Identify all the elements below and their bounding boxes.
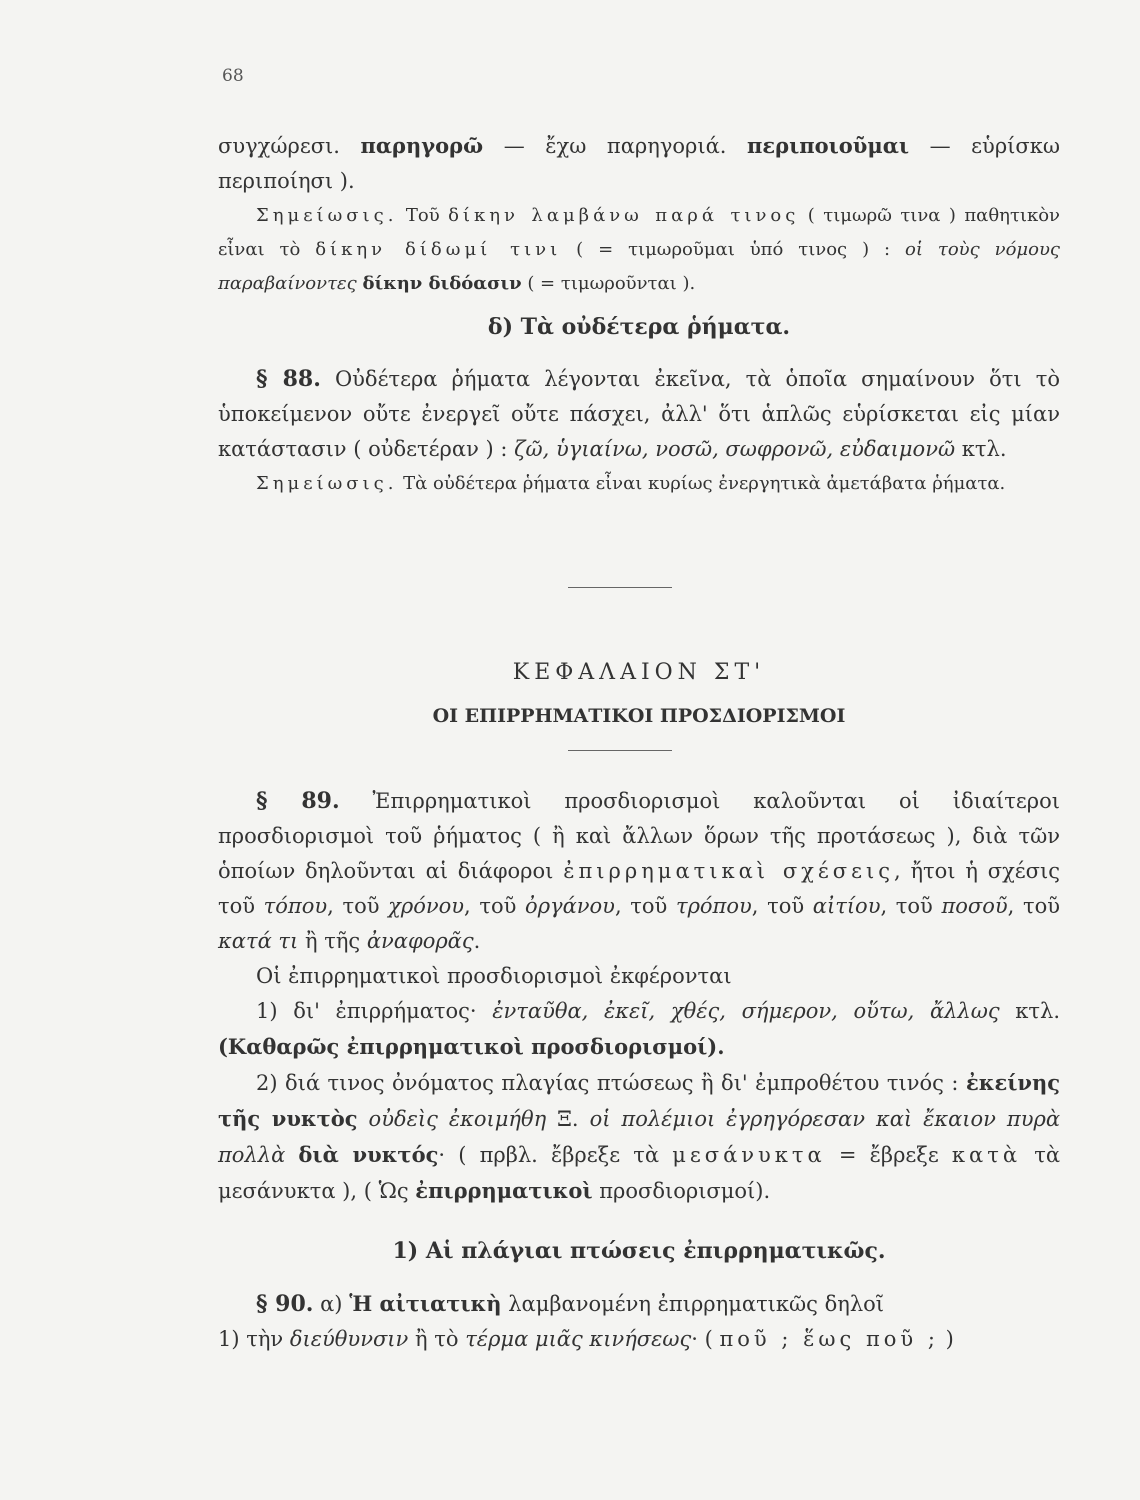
page-number: 68	[222, 66, 244, 86]
paragraph-88: § 88. Οὐδέτερα ῥήματα λέγονται ἐκεῖνα, τὰ ὁποῖα σημαίνουν ὅτι τὸ ὑποκείμενον οὔτε ἐνεργεῖ οὔτε πάσχει, ἀλλ' ὅτι ἁπλῶς εὑρίσκεται εἰς μίαν κατάστασιν ( οὐδετέραν ) : ζῶ, ὑγιαίνω, νοσῶ, σωφρονῶ, εὐδαιμονῶ κτλ. Σημείωσις. Τὰ οὐδέτερα ῥήματα εἶναι κυρίως ἐνεργητικὰ ἀμετάβατα ῥήματα.	[218, 362, 1060, 501]
paragraph-89: § 89. Ἐπιρρηματικοὶ προσδιορισμοὶ καλοῦνται οἱ ἰδιαίτεροι προσδιορισμοὶ τοῦ ῥήματος ( ἢ καὶ ἄλλων ὅρων τῆς προτάσεως ), διὰ τῶν ὁποίων δηλοῦνται αἱ διάφοροι ἐπιρρηματικαὶ σχέσεις, ἤτοι ἡ σχέσις τοῦ τόπου, τοῦ χρόνου, τοῦ ὀργάνου, τοῦ τρόπου, τοῦ αἰτίου, τοῦ ποσοῦ, τοῦ κατά τι ἢ τῆς ἀναφορᾶς. Οἱ ἐπιρρηματικοὶ προσδιορισμοὶ ἐκφέρονται 1) δι' ἐπιρρήματος· ἐνταῦθα, ἐκεῖ, χθές, σήμερον, οὕτω, ἄλλως κτλ. (Καθαρῶς ἐπιρρηματικοὶ προσδιορισμοί). 2) διά τινος ὀνόματος πλαγίας πτώσεως ἢ δι' ἐμπροθέτου τινός : ἐκείνης τῆς νυκτὸς οὐδεὶς ἐκοιμήθη Ξ. οἱ πολέμιοι ἐγρηγόρεσαν καὶ ἔκαιον πυρὰ πολλὰ διὰ νυκτός· ( πρβλ. ἔβρεξε τὰ μεσάνυκτα = ἔβρεξε κατὰ τὰ μεσάνυκτα ), ( Ὡς ἐπιρρηματικοὶ προσδιορισμοί).	[218, 784, 1060, 1209]
list-item-2: 2) διά τινος ὀνόματος πλαγίας πτώσεως ἢ δι' ἐμπροθέτου τινός : ἐκείνης τῆς νυκτὸς οὐδεὶς ἐκοιμήθη Ξ. οἱ πολέμιοι ἐγρηγόρεσαν καὶ ἔκαιον πυρὰ πολλὰ διὰ νυκτός· ( πρβλ. ἔβρεξε τὰ μεσάνυκτα = ἔβρεξε κατὰ τὰ μεσάνυκτα ), ( Ὡς ἐπιρρηματικοὶ προσδιορισμοί).	[218, 1070, 1060, 1203]
divider	[568, 750, 672, 751]
chapter-subtitle: ΟΙ ΕΠΙΡΡΗΜΑΤΙΚΟΙ ΠΡΟΣΔΙΟΡΙΣΜΟΙ	[432, 705, 846, 727]
note-paragraph: Σημείωσις. Τοῦ δίκην λαμβάνω παρά τινος ( τιμωρῶ τινα ) παθητικὸν εἶναι τὸ δίκην δίδωμί τινι ( = τιμωροῦμαι ὑπό τινος ) : οἱ τοὺς νόμους παραβαίνοντες δίκην διδόασιν ( = τιμωροῦνται ).	[218, 205, 1060, 294]
intro-line: Οἱ ἐπιρρηματικοὶ προσδιορισμοὶ ἐκφέρονται	[256, 964, 732, 988]
section-heading: δ) Τὰ οὐδέτερα ῥήματα.	[487, 314, 791, 340]
section-heading: 1) Αἱ πλάγιαι πτώσεις ἐπιρρηματικῶς.	[392, 1238, 886, 1264]
note-paragraph: Σημείωσις. Τὰ οὐδέτερα ῥήματα εἶναι κυρίως ἐνεργητικὰ ἀμετάβατα ῥήματα.	[256, 473, 1006, 494]
paragraph-90: § 90. α) Ἡ αἰτιατικὴ λαμβανομένη ἐπιρρηματικῶς δηλοῖ 1) τὴν διεύθυνσιν ἢ τὸ τέρμα μιᾶς κινήσεως· ( ποῦ ; ἕως ποῦ ; )	[218, 1291, 954, 1351]
paragraph-continuation: συγχώρεσι. παρηγορῶ — ἔχω παρηγοριά. περιποιοῦμαι — εὑρίσκω περιποίησι ). Σημείωσις. Τοῦ δίκην λαμβάνω παρά τινος ( τιμωρῶ τινα ) παθητικὸν εἶναι τὸ δίκην δίδωμί τινι ( = τιμωροῦμαι ὑπό τινος ) : οἱ τοὺς νόμους παραβαίνοντες δίκην διδόασιν ( = τιμωροῦνται ).	[218, 128, 1060, 301]
list-item-1: 1) δι' ἐπιρρήματος· ἐνταῦθα, ἐκεῖ, χθές, σήμερον, οὕτω, ἄλλως κτλ. (Καθαρῶς ἐπιρρηματικοὶ προσδιορισμοί).	[218, 999, 1061, 1059]
divider	[568, 587, 672, 588]
chapter-title: ΚΕΦΑΛΑΙΟΝ ΣΤ'	[512, 660, 766, 685]
